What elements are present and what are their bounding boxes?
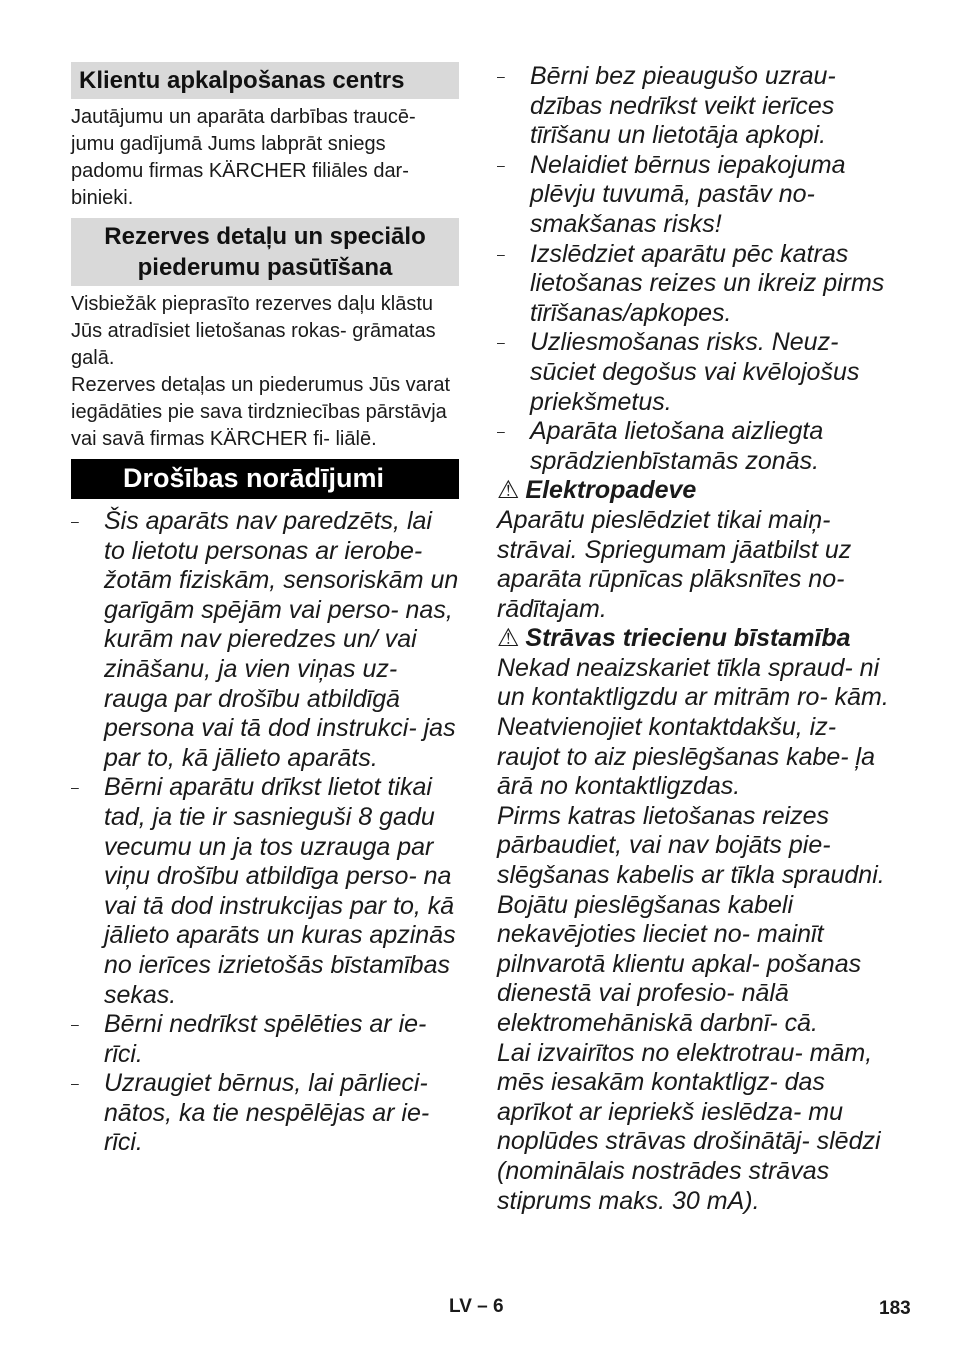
spare-parts-text [71, 291, 459, 453]
shock-paragraph: Lai izvairītos no elektrotrau- mām, mēs iesakām kontaktligz- das aprīkot ar iepriekš ieslēdza- mu noplūdes strāvas drošinātāj- slēdzi (nominālais nostrādes strāvas stiprums maks. 30 mA). [497, 1038, 881, 1215]
list-item: – Aparāta lietošana aizliegta sprādzienbīstamās zonās. [497, 417, 889, 476]
safety-heading: Drošības norādījumi [71, 459, 459, 499]
left-column [71, 62, 459, 1158]
list-item: – Bērni aparātu drīkst lietot tikai tad, ja tie ir sasnieguši 8 gadu vecumu un ja tos uzrauga par viņu drošību atbildīga perso- na vai tā dod instrukcijas par to, kā jālieto aparāts un kuras apzinās no ierīces izrietošās bīstamības sekas. [71, 773, 459, 1010]
right-column [497, 62, 889, 1216]
shock-paragraph: Nekad neaizskariet tīkla spraud- ni un kontaktligzdu ar mitrām ro- kām. [497, 653, 889, 712]
safety-list-continued [497, 62, 889, 476]
customer-service-text [71, 104, 459, 212]
shock-paragraph: Pirms katras lietošanas reizes pārbaudiet, vai nav bojāts pie- slēgšanas kabelis ar tīkla spraudni. Bojātu pieslēgšanas kabeli nekavējoties lieciet no- mainīt pilnvarotā klientu apkal- pošanas dienestā vai profesio- nālā elektromehāniskā darbnī- cā. [497, 801, 885, 1037]
spare-parts-paragraph-2: Rezerves detaļas un piederumus Jūs varat iegādāties pie sava tirdzniecības pārstāvja vai savā firmas KÄRCHER fi- liālē. [71, 374, 451, 450]
list-item: – Šis aparāts nav paredzēts, lai to lietotu personas ar ierobe- žotām fiziskām, sensoriskām un garīgām spējām vai perso- nas, kurām nav pieredzes un/ vai zināšanu, ja vien viņas uz- rauga par drošību atbildīgā persona vai tā dod instrukci- jas par to, kā jālieto aparāts. [71, 507, 459, 773]
list-item: – Bērni nedrīkst spēlēties ar ie- rīci. [71, 1010, 459, 1069]
shock-paragraph: Neatvienojiet kontaktdakšu, iz- raujot to aiz pieslēgšanas kabe- ļa ārā no kontaktligzdas. [497, 713, 876, 801]
spare-parts-paragraph-1: Visbiežāk pieprasīto rezerves daļu klāstu Jūs atradīsiet lietošanas rokas- grāmatas galā. [71, 293, 436, 369]
customer-service-heading: Klientu apkalpošanas centrs [71, 62, 459, 99]
list-item: – Bērni bez pieaugušo uzrau- dzības nedrīkst veikt ierīces tīrīšanu un lietotāja apkopi. [497, 62, 889, 151]
customer-service-paragraph: Jautājumu un aparāta darbības traucē- jumu gadījumā Jums labprāt sniegs padomu firmas KÄRCHER filiāles dar- binieki. [71, 106, 416, 209]
list-item: – Nelaidiet bērnus iepakojuma plēvju tuvumā, pastāv no- smakšanas risks! [497, 151, 889, 240]
page-number: 183 [879, 1298, 911, 1319]
electric-shock-heading [497, 624, 889, 654]
safety-list [71, 507, 459, 1158]
sub-page-number: – 6 [477, 1296, 504, 1317]
power-supply-text: Aparātu pieslēdziet tikai maiņ- strāvai. Spriegumam jāatbilst uz aparāta rūpnīcas plāksnītes no- rādītajam. [497, 505, 852, 623]
list-item: – Izslēdziet aparātu pēc katras lietošanas reizes un ikreiz pirms tīrīšanas/apkopes. [497, 240, 889, 329]
power-supply-heading [497, 476, 889, 506]
language-code: LV [449, 1296, 472, 1317]
power-supply-title: Elektropadeve [525, 476, 697, 505]
footer-language [449, 1296, 504, 1318]
list-item: – Uzliesmošanas risks. Neuz- sūciet degošus vai kvēlojošus priekšmetus. [497, 328, 889, 417]
list-item: – Uzraugiet bērnus, lai pārlieci- nātos, ka tie nespēlējas ar ie- rīci. [71, 1069, 459, 1158]
warning-triangle-icon: ⚠ [497, 476, 520, 505]
spare-parts-heading: Rezerves detaļu un speciālo piederumu pasūtīšana [71, 218, 459, 286]
electric-shock-title: Strāvas triecienu bīstamība [525, 624, 851, 653]
warning-triangle-icon: ⚠ [497, 624, 520, 653]
